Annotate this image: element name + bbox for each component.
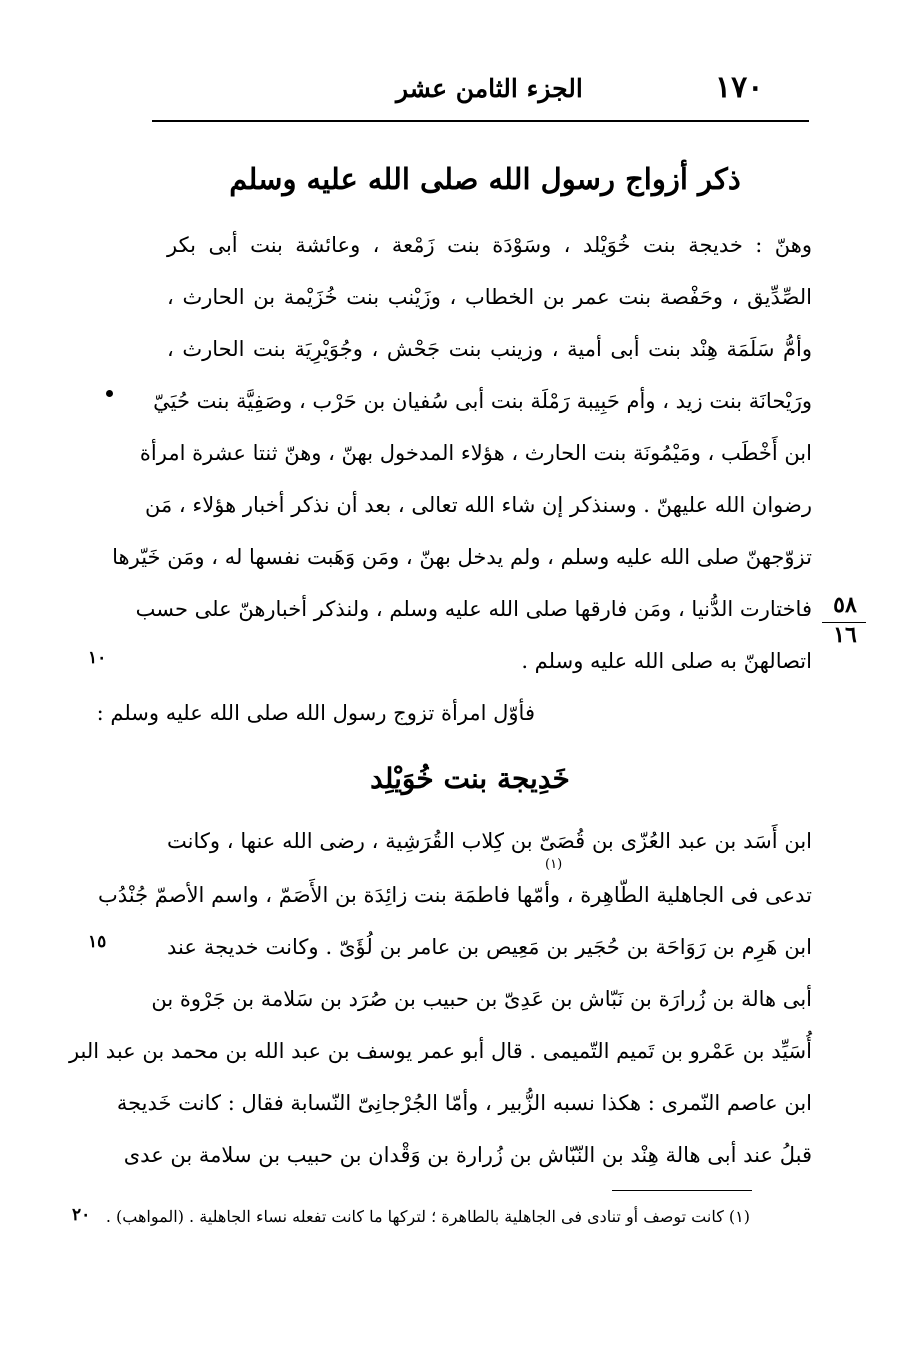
text-line: الصِّدِّيق ، وحَفْصة بنت عمر بن الخطاب ، وزَيْنب بنت خُزَيْمة بن الحارث ، [167, 285, 812, 309]
text-line: اتصالهنّ به صلى الله عليه وسلم . [521, 649, 812, 673]
footnote-marker: (١) [545, 857, 563, 872]
line-number: ١٥ [88, 932, 107, 952]
text-line: ابن أَخْطَب ، ومَيْمُونَة بنت الحارث ، هؤلاء المدخول بهنّ ، وهنّ ثنتا عشرة امرأة [139, 441, 812, 465]
text-line: فاختارت الدُّنيا ، ومَن فارقها صلى الله عليه وسلم ، ولنذكر أخبارهنّ على حسب [135, 597, 812, 621]
folio-top: ٥٨ [833, 592, 857, 618]
text-line: أبى هالة بن زُرارَة بن نَبّاش بن عَدِىّ بن حبيب بن صُرَد بن سَلامة بن جَرْوة بن [151, 987, 812, 1011]
folio-bottom: ١٦ [833, 622, 857, 648]
section-title: ذكر أزواج رسول الله صلى الله عليه وسلم [229, 162, 741, 196]
text-line: ابن هَرِم بن رَوَاحَة بن حُجَير بن مَعِيص بن عامر بن لُؤَىّ . وكانت خديجة عند [167, 935, 812, 959]
margin-dot [106, 390, 113, 397]
running-title: الجزء الثامن عشر [396, 74, 583, 103]
line-number: ١٠ [88, 648, 107, 668]
footnote-rule [612, 1190, 752, 1191]
text-line: ابن عاصم النّمرى : هكذا نسبه الزُّبير ، وأمّا الجُرْجانِىّ النّسابة فقال : كانت خَديجة [116, 1091, 812, 1115]
text-line: تزوّجهنّ صلى الله عليه وسلم ، ولم يدخل بهنّ ، ومَن وَهَبت نفسها له ، ومَن خَيّرها [112, 545, 812, 569]
text-line: قبلُ عند أبى هالة هِنْد بن النّبّاش بن زُرارة بن وَقْدان بن حبيب بن سلامة بن عدى [123, 1143, 812, 1167]
subsection-title: خَدِيجة بنت خُوَيْلِد [370, 762, 570, 795]
text-line: ابن أَسَد بن عبد العُزّى بن قُصَىّ بن كِلاب القُرَشِية ، رضى الله عنها ، وكانت [167, 829, 812, 853]
footnote: (١) كانت توصف أو تنادى فى الجاهلية بالطاهرة ؛ لتركها ما كانت تفعله نساء الجاهلية . (المواهب) . [105, 1207, 750, 1226]
line-number: ٢٠ [72, 1205, 91, 1225]
text-line: وهنّ : خديجة بنت خُوَيْلد ، وسَوْدَة بنت زَمْعة ، وعائشة بنت أبى بكر [167, 233, 812, 257]
intro-line: فأوّل امرأة تزوج رسول الله صلى الله عليه وسلم : [96, 701, 535, 725]
text-line: تدعى فى الجاهلية الطّاهِرة ، وأمّها فاطمَة بنت زائِدَة بن الأَصَمّ ، واسم الأصمّ جُنْدُب [97, 883, 812, 907]
text-line: أُسَيِّد بن عَمْرو بن تَميم التّميمى . قال أبو عمر يوسف بن عبد الله بن محمد بن عبد البر [68, 1039, 812, 1063]
text-line: رضوان الله عليهنّ . وسنذكر إن شاء الله تعالى ، بعد أن نذكر أخبار هؤلاء ، مَن [145, 493, 812, 517]
text-line: ورَيْحانَة بنت زيد ، وأم حَبِيبة رَمْلَة بنت أبى سُفيان بن حَرْب ، وصَفِيَّة بنت حُيَيّ [153, 389, 812, 413]
text-line: وأمُّ سَلَمَة هِنْد بنت أبى أمية ، وزينب بنت جَحْش ، وجُوَيْرِيَة بنت الحارث ، [167, 337, 812, 361]
header-rule [152, 120, 809, 122]
page-number: ١٧٠ [715, 70, 764, 105]
